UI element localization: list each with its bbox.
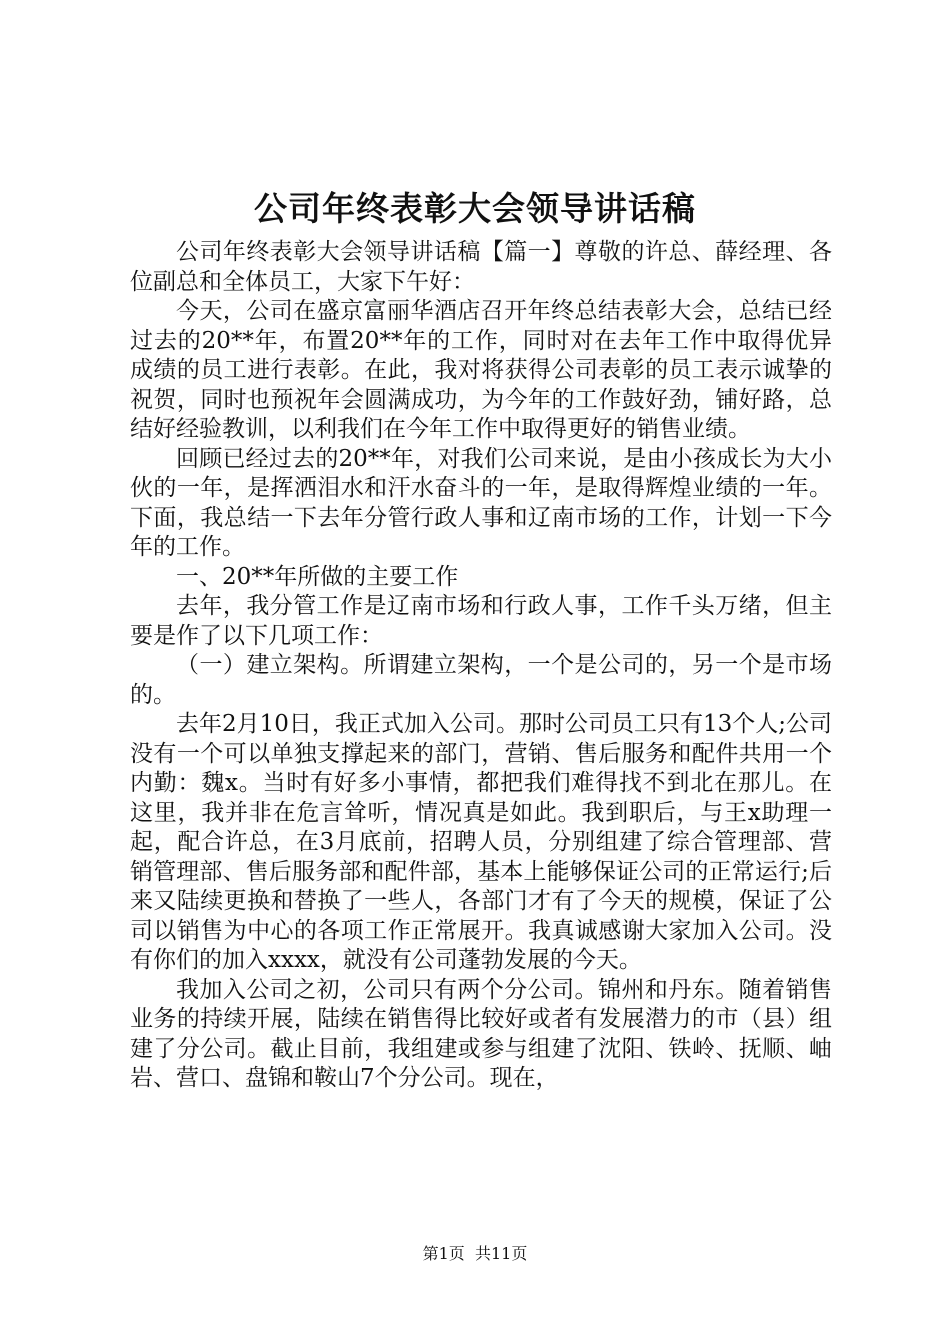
page-footer (0, 1242, 950, 1266)
subsection-heading-1: （一）建立架构。所谓建立架构，一个是公司的，另一个是市场的。 (130, 652, 832, 708)
document-title: 公司年终表彰大会领导讲话稿 (254, 189, 696, 228)
page-number: 第1页 (422, 1244, 465, 1263)
paragraph-3: 回顾已经过去的20**年，对我们公司来说，是由小孩成长为大小伙的一年，是挥洒泪水和汗水奋斗的一年，是取得辉煌业绩的一年。下面，我总结一下去年分管行政人事和辽南市场的工作，计划一下今年的工作。 (130, 445, 832, 560)
page-total: 共11页 (474, 1244, 528, 1263)
paragraph-2: 今天，公司在盛京富丽华酒店召开年终总结表彰大会，总结已经过去的20**年，布置20**年的工作，同时对在去年工作中取得优异成绩的员工进行表彰。在此，我对将获得公司表彰的员工表示诚挚的祝贺，同时也预祝年会圆满成功，为今年的工作鼓好劲，铺好路，总结好经验教训，以利我们在今年工作中取得更好的销售业绩。 (130, 298, 832, 442)
paragraph-1: 公司年终表彰大会领导讲话稿【篇一】尊敬的许总、薛经理、各位副总和全体员工，大家下午好： (130, 239, 832, 295)
paragraph-6: 我加入公司之初，公司只有两个分公司。锦州和丹东。随着销售业务的持续开展，陆续在销售得比较好或者有发展潜力的市（县）组建了分公司。截止目前，我组建或参与组建了沈阳、铁岭、抚顺、岫岩、营口、盘锦和鞍山7个分公司。现在， (130, 976, 832, 1091)
document-body (130, 238, 832, 1094)
paragraph-4: 去年，我分管工作是辽南市场和行政人事，工作千头万绪，但主要是作了以下几项工作： (130, 593, 832, 649)
paragraph-5: 去年2月10日，我正式加入公司。那时公司员工只有13个人;公司没有一个可以单独支撑起来的部门，营销、售后服务和配件共用一个内勤：魏x。当时有好多小事情，都把我们难得找不到北在那儿。在这里，我并非在危言耸听，情况真是如此。我到职后，与王x助理一起，配合许总，在3月底前，招聘人员，分别组建了综合管理部、营销管理部、售后服务部和配件部，基本上能够保证公司的正常运行;后来又陆续更换和替换了一些人，各部门才有了今天的规模，保证了公司以销售为中心的各项工作正常展开。我真诚感谢大家加入公司。没有你们的加入xxxx，就没有公司蓬勃发展的今天。 (130, 711, 832, 973)
section-heading-1: 一、20**年所做的主要工作 (176, 563, 459, 590)
